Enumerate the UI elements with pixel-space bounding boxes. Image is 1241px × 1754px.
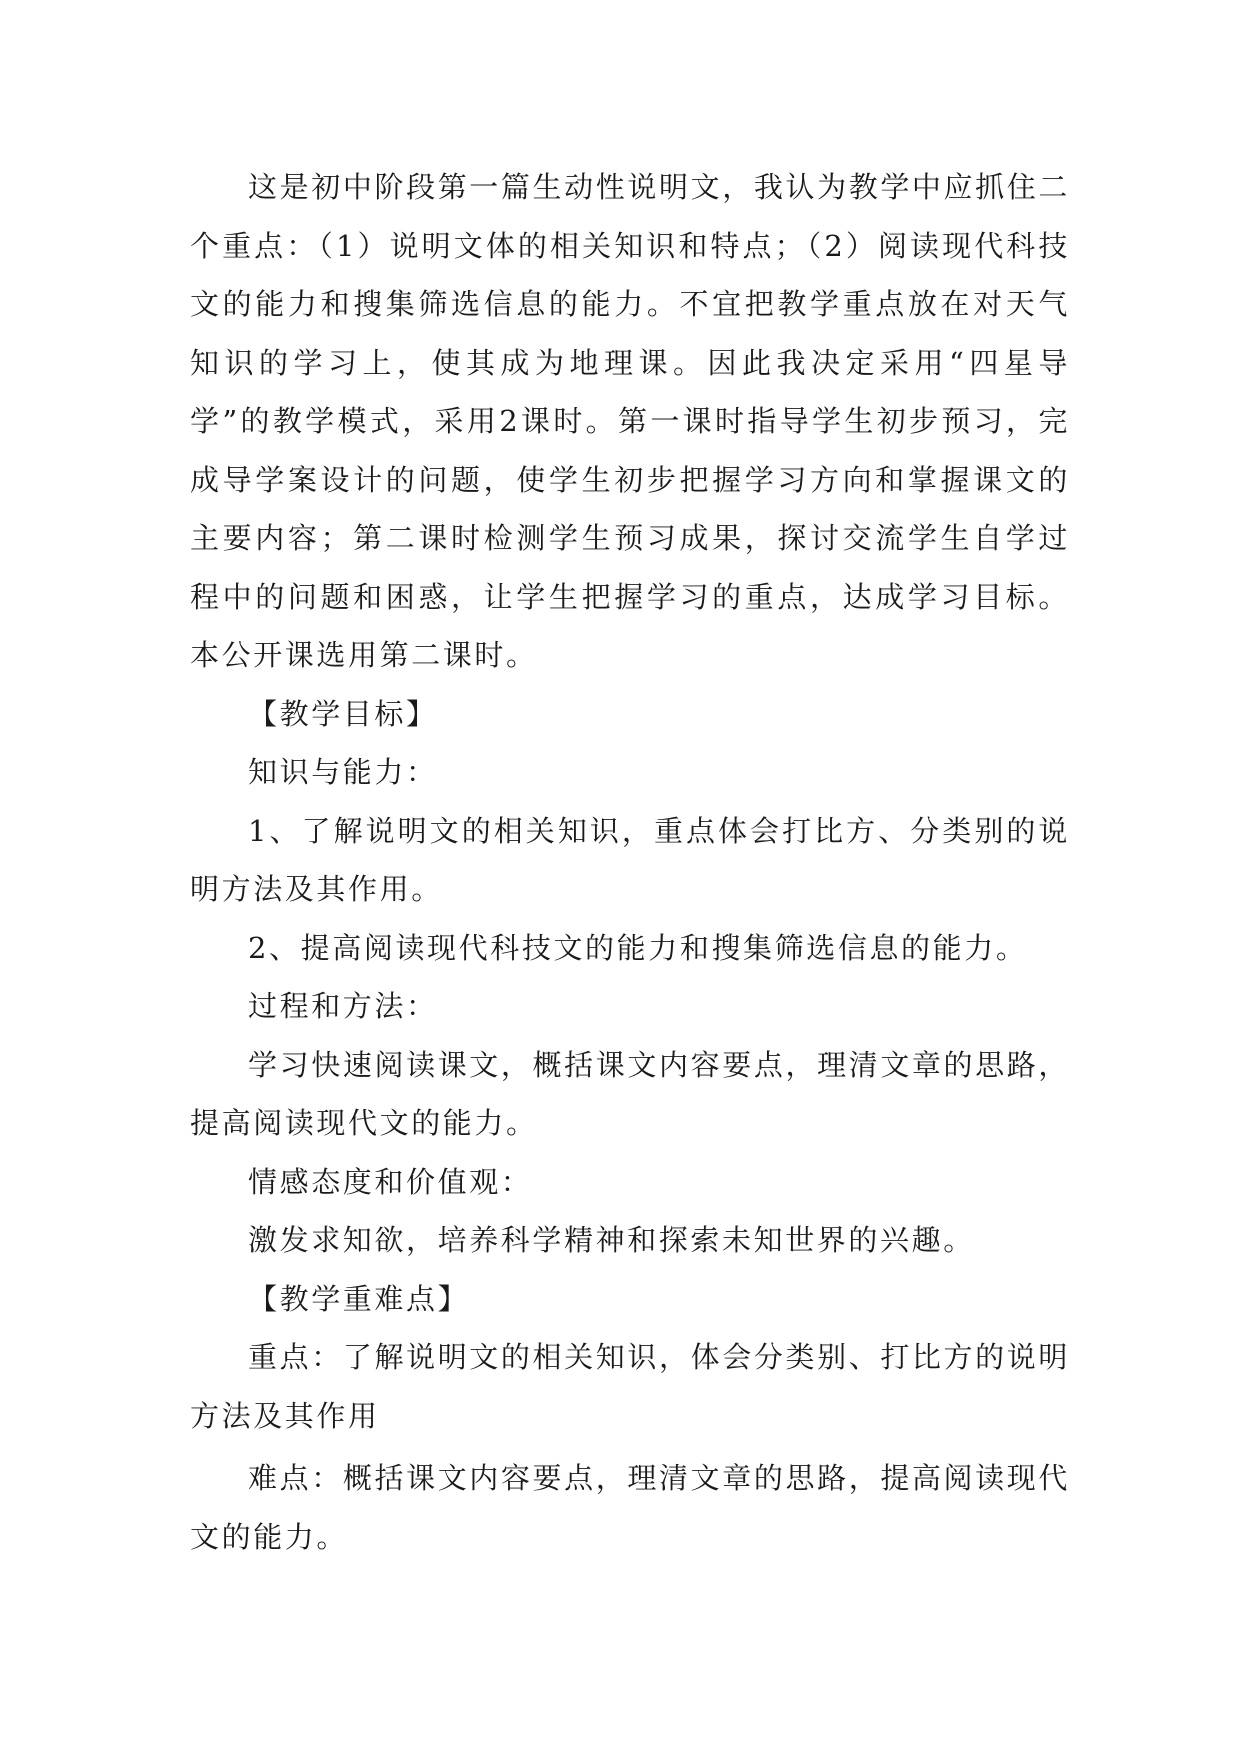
- heading-teaching-goals: 【教学目标】: [248, 696, 438, 731]
- goal-item-1: 1、了解说明文的相关知识，重点体会打比方、分类别的说明方法及其作用。: [190, 813, 1070, 906]
- subheading-process-method: 过程和方法：: [248, 989, 438, 1023]
- goal-item-2: 2、提高阅读现代科技文的能力和搜集筛选信息的能力。: [248, 930, 1028, 965]
- key-point-text: 重点：了解说明文的相关知识，体会分类别、打比方的说明方法及其作用: [190, 1340, 1070, 1433]
- heading-key-difficult-points: 【教学重难点】: [248, 1281, 470, 1316]
- emotion-values-text: 激发求知欲，培养科学精神和探索未知世界的兴趣。: [248, 1223, 975, 1257]
- difficult-point-text: 难点：概括课文内容要点，理清文章的思路，提高阅读现代文的能力。: [190, 1461, 1070, 1554]
- subheading-emotion-values: 情感态度和价值观：: [248, 1164, 533, 1199]
- document-body: [190, 158, 1070, 1566]
- subheading-knowledge-ability: 知识与能力：: [248, 755, 438, 789]
- paragraph-intro: 这是初中阶段第一篇生动性说明文，我认为教学中应抓住二个重点：（1）说明文体的相关知识和特点；（2）阅读现代科技文的能力和搜集筛选信息的能力。不宜把教学重点放在对天气知识的学习上，使其成为地理课。因此我决定采用“四星导学”的教学模式，采用2课时。第一课时指导学生初步预习，完成导学案设计的问题，使学生初步把握学习方向和掌握课文的主要内容；第二课时检测学生预习成果，探讨交流学生自学过程中的问题和困惑，让学生把握学习的重点，达成学习目标。本公开课选用第二课时。: [190, 170, 1070, 672]
- process-method-text: 学习快速阅读课文，概括课文内容要点，理清文章的思路，提高阅读现代文的能力。: [190, 1047, 1070, 1140]
